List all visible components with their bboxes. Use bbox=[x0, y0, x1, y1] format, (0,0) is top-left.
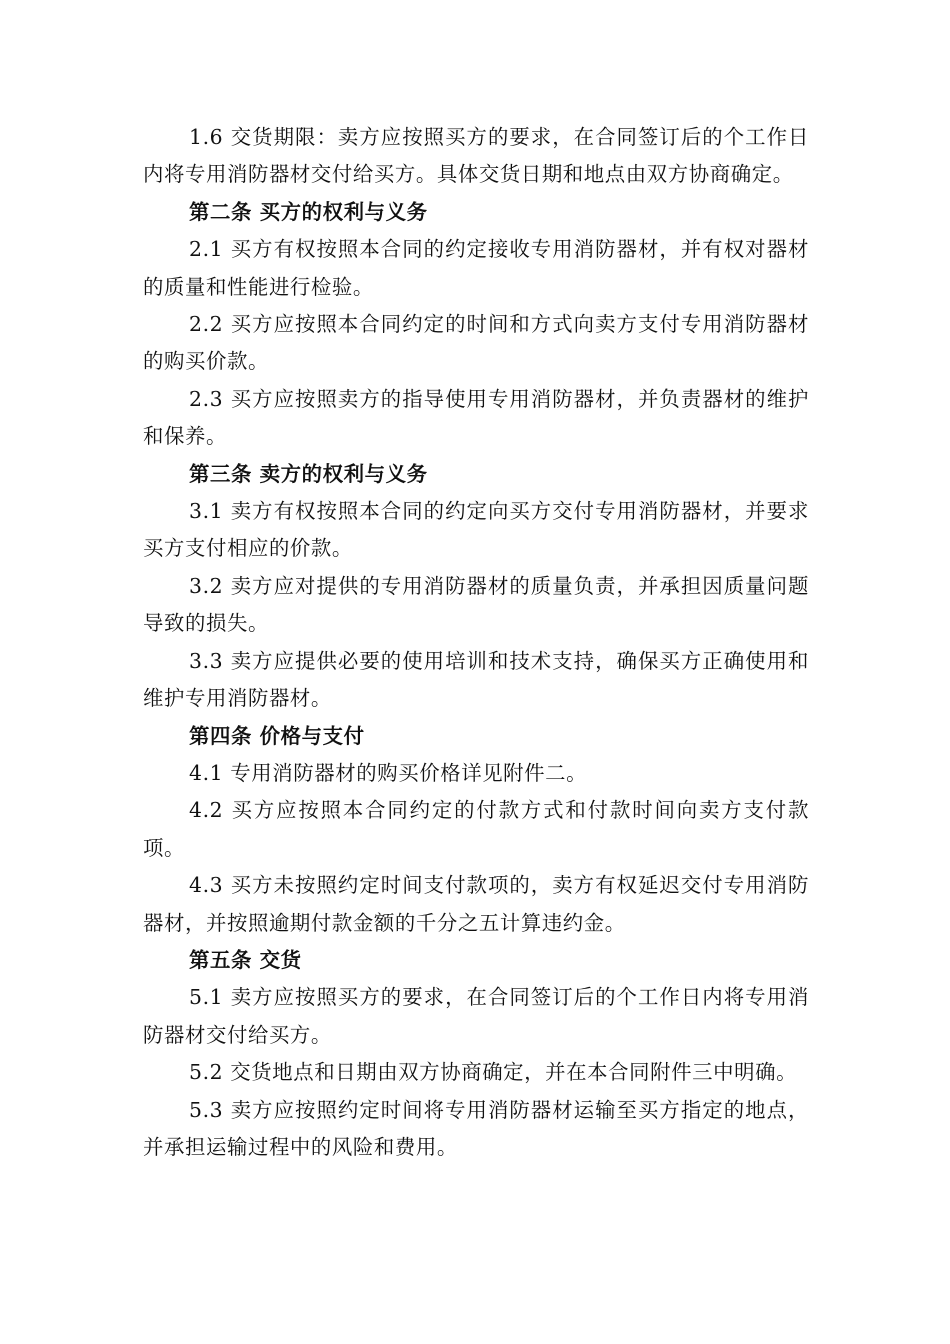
clause-3-3: 3.3 卖方应提供必要的使用培训和技术支持，确保买方正确使用和维护专用消防器材。 bbox=[143, 648, 809, 711]
clause-5-3: 5.3 卖方应按照约定时间将专用消防器材运输至买方指定的地点，并承担运输过程中的风险和费用。 bbox=[143, 1097, 809, 1159]
clause-3-2: 3.2 卖方应对提供的专用消防器材的质量负责，并承担因质量问题导致的损失。 bbox=[143, 573, 809, 636]
article-3-heading: 第三条 卖方的权利与义务 bbox=[189, 461, 428, 486]
clause-2-1: 2.1 买方有权按照本合同的约定接收专用消防器材，并有权对器材的质量和性能进行检验。 bbox=[143, 237, 809, 299]
clause-5-2: 5.2 交货地点和日期由双方协商确定，并在本合同附件三中明确。 bbox=[189, 1060, 798, 1085]
clause-2-2: 2.2 买方应按照本合同约定的时间和方式向卖方支付专用消防器材的购买价款。 bbox=[143, 312, 809, 374]
article-2-heading: 第二条 买方的权利与义务 bbox=[189, 199, 428, 224]
article-5-heading: 第五条 交货 bbox=[189, 947, 302, 972]
clause-4-1: 4.1 专用消防器材的购买价格详见附件二。 bbox=[189, 760, 588, 785]
article-4-heading: 第四条 价格与支付 bbox=[189, 723, 365, 748]
clause-4-3: 4.3 买方未按照约定时间支付款项的，卖方有权延迟交付专用消防器材，并按照逾期付款金额的千分之五计算违约金。 bbox=[143, 873, 809, 935]
clause-2-3: 2.3 买方应按照卖方的指导使用专用消防器材，并负责器材的维护和保养。 bbox=[143, 386, 809, 449]
clause-1-6: 1.6 交货期限：卖方应按照买方的要求，在合同签订后的个工作日内将专用消防器材交付给买方。具体交货日期和地点由双方协商确定。 bbox=[143, 125, 809, 187]
clause-5-1: 5.1 卖方应按照买方的要求，在合同签订后的个工作日内将专用消防器材交付给买方。 bbox=[143, 985, 809, 1047]
clause-3-1: 3.1 卖方有权按照本合同的约定向买方交付专用消防器材，并要求买方支付相应的价款。 bbox=[143, 499, 809, 561]
clause-4-2: 4.2 买方应按照本合同约定的付款方式和付款时间向卖方支付款项。 bbox=[143, 798, 809, 860]
document-body bbox=[143, 119, 809, 1166]
